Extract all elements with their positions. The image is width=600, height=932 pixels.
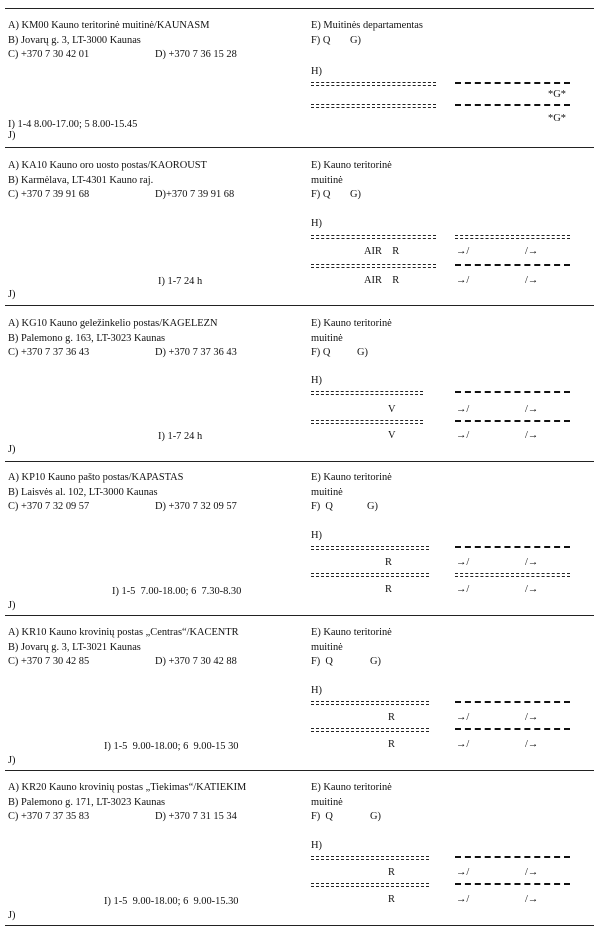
row2-col2: /→ — [525, 430, 539, 441]
field-c-phone: C) +370 7 37 36 43 — [8, 347, 90, 358]
field-a-office: A) KA10 Kauno oro uosto postas/KAOROUST — [8, 160, 207, 171]
dash-line — [311, 82, 436, 86]
dash-line — [455, 420, 570, 422]
top-rule — [5, 8, 594, 9]
field-j: J) — [8, 130, 16, 141]
dash-line — [311, 701, 429, 705]
field-g: G) — [357, 347, 368, 358]
field-g: G) — [370, 811, 381, 822]
field-d-fax: D) +370 7 32 09 57 — [155, 501, 237, 512]
field-g: G) — [350, 189, 361, 200]
row2-col1: →/ — [456, 894, 470, 905]
field-i-hours: I) 1-5 7.00-18.00; 6 7.30-8.30 — [112, 586, 242, 597]
dash-line — [311, 420, 423, 424]
row2-col2: /→ — [525, 275, 539, 286]
field-g: G) — [367, 501, 378, 512]
dash-line — [311, 573, 429, 577]
field-f-q: F) Q — [311, 811, 333, 822]
row1-col1: →/ — [456, 557, 470, 568]
field-f-q: F) Q — [311, 501, 333, 512]
dash-line — [455, 573, 570, 577]
dash-line — [311, 856, 429, 860]
bottom-rule — [5, 925, 594, 926]
row1-col2: /→ — [525, 246, 539, 257]
row1-col2: /→ — [525, 404, 539, 415]
row1-col2: /→ — [525, 712, 539, 723]
field-b-address: B) Laisvės al. 102, LT-3000 Kaunas — [8, 487, 158, 498]
dash-line — [311, 728, 429, 732]
dash-line — [455, 546, 570, 548]
field-e-authority-line2: muitinė — [311, 333, 343, 344]
field-c-phone: C) +370 7 30 42 85 — [8, 656, 90, 667]
dash-line — [311, 546, 429, 550]
field-a-office: A) KP10 Kauno pašto postas/KAPASTAS — [8, 472, 184, 483]
field-b-address: B) Karmėlava, LT-4301 Kauno raj. — [8, 175, 154, 186]
row1-col1: →/ — [456, 404, 470, 415]
field-j: J) — [8, 444, 16, 455]
field-d-fax: D)+370 7 39 91 68 — [155, 189, 235, 200]
row2-col2: *G* — [548, 113, 566, 124]
row2-col2: /→ — [525, 894, 539, 905]
field-e-authority: E) Kauno teritorinė — [311, 472, 392, 483]
row1-transport: R — [388, 867, 395, 878]
row1-transport: R — [385, 557, 392, 568]
field-a-office: A) KR20 Kauno krovinių postas „Tiekimas“/KATIEKIM — [8, 782, 247, 793]
field-a-office: A) KR10 Kauno krovinių postas „Centras“/KACENTR — [8, 627, 239, 638]
field-j: J) — [8, 600, 16, 611]
entry-separator — [5, 147, 594, 148]
dash-line — [311, 235, 436, 239]
customs-office-entry — [0, 150, 600, 305]
field-c-phone: C) +370 7 32 09 57 — [8, 501, 90, 512]
row1-col2: /→ — [525, 557, 539, 568]
field-e-authority-line2: muitinė — [311, 797, 343, 808]
field-j: J) — [8, 910, 16, 921]
field-j: J) — [8, 289, 16, 300]
field-j: J) — [8, 755, 16, 766]
field-e-authority: E) Kauno teritorinė — [311, 160, 392, 171]
field-f-q: F) Q — [311, 347, 331, 358]
row2-col1: →/ — [456, 584, 470, 595]
field-d-fax: D) +370 7 36 15 28 — [155, 49, 237, 60]
dash-line — [311, 883, 429, 887]
row2-col1: →/ — [456, 739, 470, 750]
row1-transport: AIR R — [364, 246, 400, 257]
customs-office-entry — [0, 772, 600, 924]
field-e-authority-line2: muitinė — [311, 487, 343, 498]
row1-col2: *G* — [548, 89, 566, 100]
row2-col1: →/ — [456, 430, 470, 441]
field-e-authority-line2: muitinė — [311, 642, 343, 653]
field-d-fax: D) +370 7 30 42 88 — [155, 656, 237, 667]
dash-line — [311, 264, 436, 268]
field-e-authority: E) Kauno teritorinė — [311, 627, 392, 638]
row2-transport: AIR R — [364, 275, 400, 286]
row1-col1: →/ — [456, 246, 470, 257]
row2-transport: V — [388, 430, 396, 441]
field-f-q: F) Q — [311, 35, 331, 46]
field-f-q: F) Q — [311, 189, 331, 200]
field-i-hours: I) 1-7 24 h — [158, 276, 203, 287]
field-h: H) — [311, 66, 322, 77]
dash-line — [455, 728, 570, 730]
row1-col1: →/ — [456, 867, 470, 878]
row2-col1: →/ — [456, 275, 470, 286]
row2-col2: /→ — [525, 584, 539, 595]
dash-line — [455, 701, 570, 703]
dash-line — [311, 104, 436, 108]
field-b-address: B) Jovarų g. 3, LT-3000 Kaunas — [8, 35, 141, 46]
row2-transport: R — [385, 584, 392, 595]
field-a-office: A) KM00 Kauno teritorinė muitinė/KAUNASM — [8, 20, 210, 31]
field-h: H) — [311, 840, 322, 851]
row1-transport: V — [388, 404, 396, 415]
field-g: G) — [350, 35, 361, 46]
field-h: H) — [311, 218, 322, 229]
entry-separator — [5, 615, 594, 616]
field-f-q: F) Q — [311, 656, 333, 667]
row2-col2: /→ — [525, 739, 539, 750]
entry-separator — [5, 305, 594, 306]
customs-office-entry — [0, 462, 600, 614]
field-c-phone: C) +370 7 37 35 83 — [8, 811, 90, 822]
dash-line — [455, 235, 570, 239]
field-i-hours: I) 1-4 8.00-17.00; 5 8.00-15.45 — [8, 119, 138, 130]
dash-line — [455, 391, 570, 393]
field-c-phone: C) +370 7 39 91 68 — [8, 189, 90, 200]
field-b-address: B) Palemono g. 163, LT-3023 Kaunas — [8, 333, 166, 344]
entry-separator — [5, 770, 594, 771]
field-h: H) — [311, 530, 322, 541]
row2-transport: R — [388, 739, 395, 750]
field-b-address: B) Jovarų g. 3, LT-3021 Kaunas — [8, 642, 141, 653]
field-c-phone: C) +370 7 30 42 01 — [8, 49, 90, 60]
field-i-hours: I) 1-7 24 h — [158, 431, 203, 442]
row1-col1: →/ — [456, 712, 470, 723]
customs-office-entry — [0, 308, 600, 460]
field-h: H) — [311, 685, 322, 696]
dash-line — [455, 883, 570, 885]
field-i-hours: I) 1-5 9.00-18.00; 6 9.00-15 30 — [104, 741, 239, 752]
row1-col2: /→ — [525, 867, 539, 878]
dash-line — [311, 391, 423, 395]
row2-transport: R — [388, 894, 395, 905]
dash-line — [455, 264, 570, 266]
dash-line — [455, 82, 570, 84]
field-e-authority: E) Kauno teritorinė — [311, 318, 392, 329]
field-e-authority: E) Kauno teritorinė — [311, 782, 392, 793]
field-e-authority-line2: muitinė — [311, 175, 343, 186]
customs-office-entry — [0, 10, 600, 148]
dash-line — [455, 104, 570, 106]
field-b-address: B) Palemono g. 171, LT-3023 Kaunas — [8, 797, 166, 808]
field-h: H) — [311, 375, 322, 386]
field-a-office: A) KG10 Kauno geležinkelio postas/KAGELEZN — [8, 318, 218, 329]
row1-transport: R — [388, 712, 395, 723]
field-i-hours: I) 1-5 9.00-18.00; 6 9.00-15.30 — [104, 896, 239, 907]
field-g: G) — [370, 656, 381, 667]
customs-office-entry — [0, 617, 600, 769]
field-d-fax: D) +370 7 37 36 43 — [155, 347, 237, 358]
field-e-authority: E) Muitinės departamentas — [311, 20, 423, 31]
dash-line — [455, 856, 570, 858]
field-d-fax: D) +370 7 31 15 34 — [155, 811, 237, 822]
